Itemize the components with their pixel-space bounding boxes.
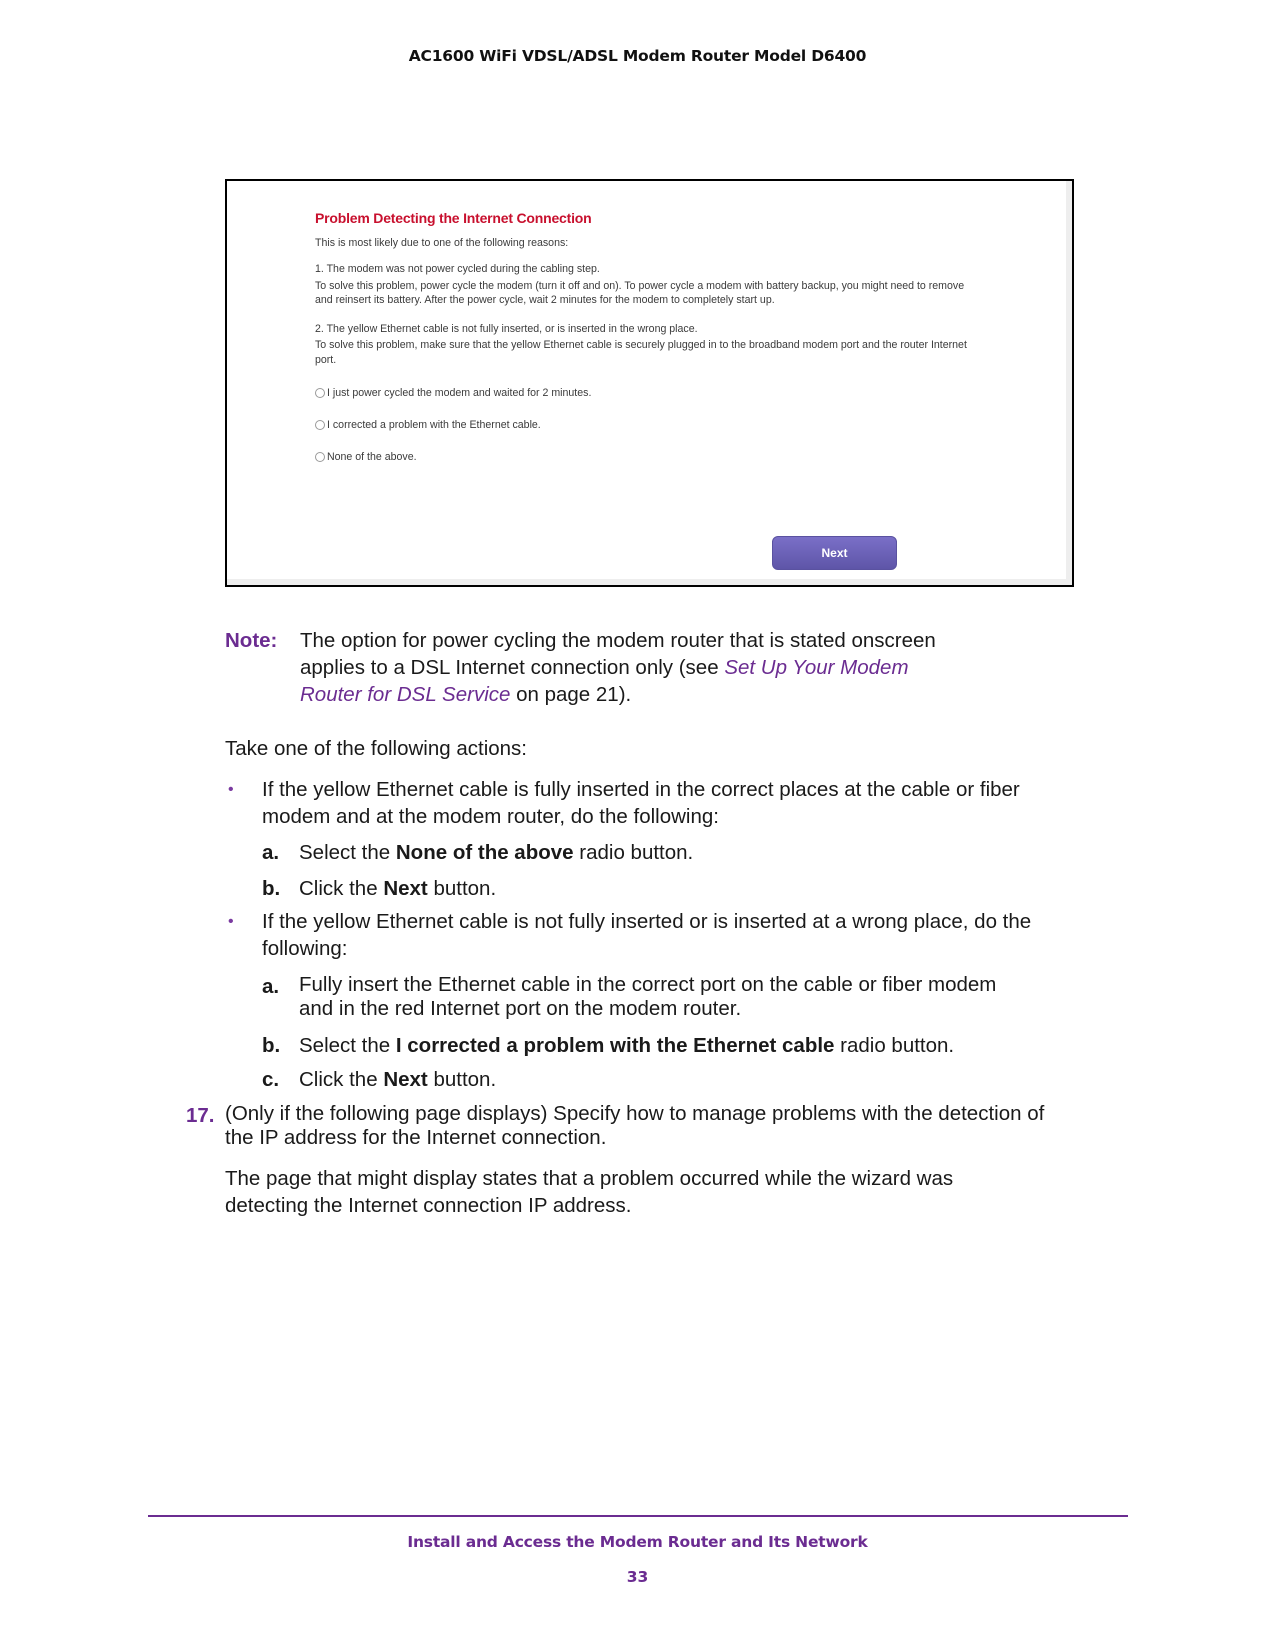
bullet-icon: •	[228, 913, 234, 930]
figure-title: Problem Detecting the Internet Connection	[315, 210, 592, 226]
bullet-2-step-c-text: Click the Next button.	[299, 1068, 497, 1091]
reason-1-solution: To solve this problem, power cycle the modem (turn it off and on). To power cycle a modem with battery backup, you might need to remove and reinsert its battery. After the power cycle, wait 2 minutes for the modem to completely start up.	[315, 279, 965, 306]
bullet-1-step-b: b.	[262, 877, 281, 900]
radio-label: I corrected a problem with the Ethernet cable.	[327, 418, 541, 431]
radio-button-icon[interactable]	[315, 452, 325, 462]
step-17-paragraph: The page that might display states that a problem occurred while the wizard was detecting the Internet connection IP address.	[225, 1167, 954, 1217]
bullet-2-text: If the yellow Ethernet cable is not fully inserted or is inserted at a wrong place, do the following:	[262, 910, 1032, 960]
bullet-2-step-b-text: Select the I corrected a problem with the Ethernet cable radio button.	[299, 1034, 955, 1057]
bullet-2-step-b: b.	[262, 1034, 281, 1057]
next-button[interactable]: Next	[772, 536, 897, 570]
bullet-2-step-a-text: Fully insert the Ethernet cable in the correct port on the cable or fiber modem and in the red Internet port on the modem router.	[299, 973, 997, 1020]
radio-label: None of the above.	[327, 450, 417, 463]
radio-option-power-cycled[interactable]	[315, 385, 975, 401]
footer-chapter-title: Install and Access the Modem Router and Its Network	[407, 1533, 868, 1551]
bullet-2-step-c: c.	[262, 1068, 280, 1091]
note-text: The option for power cycling the modem router that is stated onscreen applies to a DSL Internet connection only (see Set Up Your Modem Router for DSL Service on page 21).	[300, 629, 936, 706]
router-screenshot-figure	[225, 179, 1074, 587]
page-number: 33	[626, 1568, 649, 1586]
radio-label: I just power cycled the modem and waited for 2 minutes.	[327, 386, 592, 399]
radio-group	[315, 385, 975, 465]
reason-1-heading: 1. The modem was not power cycled during the cabling step.	[315, 263, 600, 275]
bullet-1-step-a: a.	[262, 841, 280, 864]
reason-2-solution: To solve this problem, make sure that the yellow Ethernet cable is securely plugged in to the broadband modem port and the router Internet port.	[315, 339, 967, 366]
step-17-number: 17.	[186, 1104, 215, 1127]
figure-intro: This is most likely due to one of the following reasons:	[315, 236, 569, 249]
actions-intro: Take one of the following actions:	[225, 737, 527, 760]
running-header: AC1600 WiFi VDSL/ADSL Modem Router Model D6400	[408, 47, 867, 65]
step-17-text: (Only if the following page displays) Specify how to manage problems with the detection of the IP address for the Internet connection.	[225, 1102, 1045, 1149]
bullet-1-step-a-text: Select the None of the above radio button.	[299, 841, 694, 864]
reason-2-heading: 2. The yellow Ethernet cable is not fully inserted, or is inserted in the wrong place.	[315, 322, 698, 335]
figure-content	[315, 211, 975, 465]
radio-option-corrected-cable[interactable]	[315, 417, 975, 433]
bullet-icon: •	[228, 781, 234, 798]
footer-divider	[148, 1515, 1128, 1517]
set-up-dsl-link[interactable]: Set Up Your Modem	[724, 656, 909, 679]
set-up-dsl-link-cont[interactable]: Router for DSL Service	[300, 683, 511, 706]
bullet-1-step-b-text: Click the Next button.	[299, 877, 497, 900]
radio-option-none-of-above[interactable]	[315, 449, 975, 465]
radio-button-icon[interactable]	[315, 388, 325, 398]
note-label: Note:	[225, 629, 278, 652]
bullet-2-step-a: a.	[262, 975, 280, 998]
bullet-1-text: If the yellow Ethernet cable is fully inserted in the correct places at the cable or fiber modem and at the modem router, do the following:	[262, 778, 1020, 828]
radio-button-icon[interactable]	[315, 420, 325, 430]
